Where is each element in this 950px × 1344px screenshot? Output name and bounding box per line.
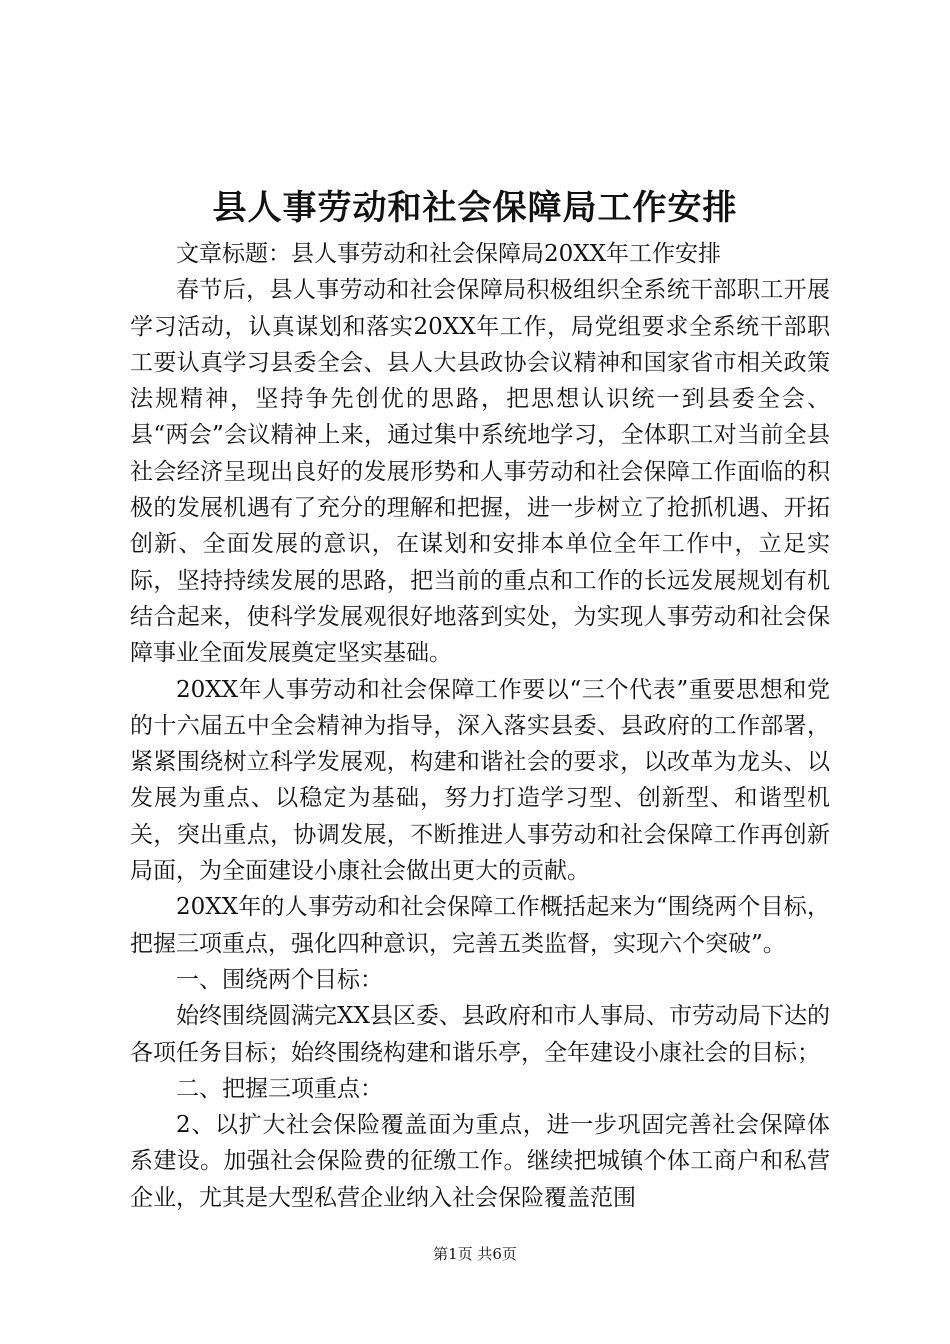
paragraph-goals: 始终围绕圆满完XX县区委、县政府和市人事局、市劳动局下达的各项任务目标；始终围绕构建和谐乐亭，全年建设小康社会的目标； — [130, 1003, 830, 1066]
document-title: 县人事劳动和社会保障局工作安排 — [212, 188, 738, 228]
paragraph-guidance: 20XX年人事劳动和社会保障工作要以“三个代表”重要思想和党的十六届五中全会精神为指导，深入落实县委、县政府的工作部署，紧紧围绕树立科学发展观，构建和谐社会的要求，以改革为龙头、以发展为重点、以稳定为基础，努力打造学习型、创新型、和谐型机关，突出重点，协调发展，不断推进人事劳动和社会保障工作再创新局面，为全面建设小康社会做出更大的贡献。 — [130, 676, 830, 885]
paragraph-article-title: 文章标题：县人事劳动和社会保障局20XX年工作安排 — [176, 241, 722, 267]
paragraph-social-insurance: 2、以扩大社会保险覆盖面为重点，进一步巩固完善社会保障体系建设。加强社会保险费的征缴工作。继续把城镇个体工商户和私营企业，尤其是大型私营企业纳入社会保险覆盖范围 — [130, 1112, 830, 1211]
paragraph-intro: 春节后，县人事劳动和社会保障局积极组织全系统干部职工开展学习活动，认真谋划和落实20XX年工作，局党组要求全系统干部职工要认真学习县委全会、县人大县政协会议精神和国家省市相关政策法规精神，坚持争先创优的思路，把思想认识统一到县委全会、县“两会”会议精神上来，通过集中系统地学习，全体职工对当前全县社会经济呈现出良好的发展形势和人事劳动和社会保障工作面临的积极的发展机遇有了充分的理解和把握，进一步树立了抢抓机遇、开拓创新、全面发展的意识，在谋划和安排本单位全年工作中，立足实际，坚持持续发展的思路，把当前的重点和工作的长远发展规划有机结合起来，使科学发展观很好地落到实处，为实现人事劳动和社会保障事业全面发展奠定坚实基础。 — [130, 277, 830, 667]
paragraph-summary: 20XX年的人事劳动和社会保障工作概括起来为“围绕两个目标，把握三项重点，强化四种意识，完善五类监督，实现六个突破”。 — [130, 894, 830, 957]
page-footer: 第1页 共6页 — [433, 1245, 517, 1263]
section-heading-one: 一、围绕两个目标： — [176, 966, 383, 993]
section-heading-two: 二、把握三项重点： — [176, 1075, 383, 1102]
document-body — [130, 236, 830, 1216]
